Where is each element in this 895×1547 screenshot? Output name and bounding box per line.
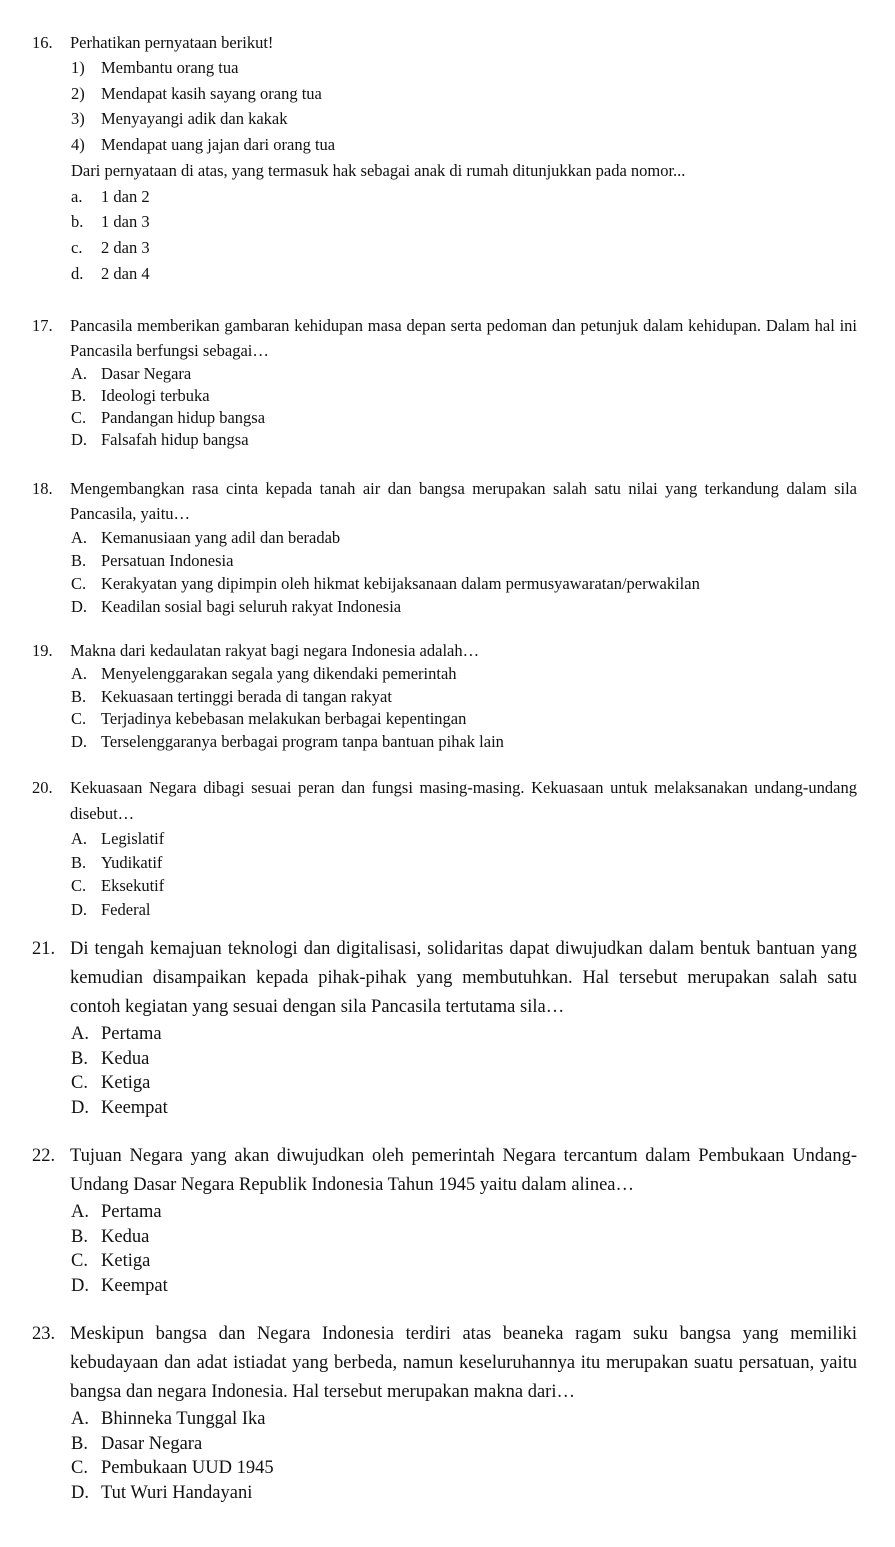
option-text: Pertama: [101, 1024, 162, 1044]
option-marker: a.: [71, 186, 83, 206]
question-stem: [0, 775, 895, 827]
option-marker: A.: [71, 364, 88, 383]
question-number: 21.: [32, 939, 56, 959]
answer-option-c: [0, 1249, 895, 1274]
question-text: Meskipun bangsa dan Negara Indonesia terdiri atas beaneka ragam suku bangsa yang memiliki kebudayaan dan adat istiadat yang berbeda, namun keseluruhannya itu merupakan suatu persatuan, yaitu bangsa dan negara Indonesia. Hal tersebut merupakan makna dari…: [70, 1324, 857, 1402]
option-marker: D.: [71, 1097, 89, 1118]
option-text: Pandangan hidup bangsa: [101, 408, 266, 427]
question-number: 17.: [32, 316, 53, 335]
option-text: Keempat: [101, 1097, 168, 1118]
option-marker: B.: [71, 1433, 88, 1454]
option-text: Terselenggaranya berbagai program tanpa bantuan pihak lain: [101, 731, 504, 751]
question-stem: [0, 1320, 895, 1407]
option-text: 2 dan 4: [101, 263, 150, 283]
option-marker: D.: [71, 899, 88, 919]
statement-marker: 2): [71, 83, 85, 103]
option-list: [0, 184, 895, 287]
option-marker: D.: [71, 731, 88, 751]
question-20: [0, 775, 895, 921]
option-text: Eksekutif: [101, 876, 165, 895]
option-marker: A.: [71, 1024, 89, 1044]
question-text: Perhatikan pernyataan berikut!: [70, 33, 274, 52]
option-list: [0, 1200, 895, 1298]
answer-option-d: [0, 429, 895, 451]
question-stem: [0, 30, 895, 55]
answer-option-d: [0, 1096, 895, 1121]
answer-option-a: [0, 663, 895, 686]
option-marker: B.: [71, 1048, 88, 1069]
option-marker: C.: [71, 876, 87, 895]
option-text: Ketiga: [101, 1251, 151, 1272]
option-text: Kekuasaan tertinggi berada di tangan rakyat: [101, 686, 392, 706]
question-text: Mengembangkan rasa cinta kepada tanah air dan bangsa merupakan salah satu nilai yang terkandung dalam sila Pancasila, yaitu…: [70, 479, 857, 523]
option-marker: A.: [71, 528, 88, 547]
answer-option-a: [0, 363, 895, 385]
option-marker: D.: [71, 597, 88, 616]
option-list: [0, 526, 895, 618]
question-number: 22.: [32, 1146, 56, 1166]
option-text: Keempat: [101, 1275, 168, 1296]
option-marker: B.: [71, 1226, 88, 1247]
statement-list: [0, 55, 895, 158]
option-text: Kedua: [101, 1048, 150, 1069]
question-16: [0, 30, 895, 286]
question-text: Pancasila memberikan gambaran kehidupan masa depan serta pedoman dan petunjuk dalam kehidupan. Dalam hal ini Pancasila berfungsi sebagai…: [70, 316, 857, 360]
option-marker: D.: [71, 430, 88, 449]
answer-option-c: [0, 1071, 895, 1096]
question-stem: [0, 935, 895, 1022]
option-text: Kedua: [101, 1226, 150, 1247]
statement-text: Mendapat uang jajan dari orang tua: [101, 135, 336, 155]
option-text: Dasar Negara: [101, 1433, 203, 1454]
question-stem: [0, 638, 895, 663]
option-text: Falsafah hidup bangsa: [101, 430, 249, 449]
option-marker: B.: [71, 386, 87, 405]
option-text: 1 dan 2: [101, 186, 150, 206]
statement-item: [0, 81, 895, 107]
option-marker: C.: [71, 574, 87, 593]
statement-item: [0, 55, 895, 81]
option-marker: B.: [71, 852, 87, 872]
option-text: Bhinneka Tunggal Ika: [101, 1409, 266, 1429]
question-number: 16.: [32, 33, 53, 52]
option-marker: A.: [71, 829, 88, 848]
option-text: Keadilan sosial bagi seluruh rakyat Indonesia: [101, 597, 402, 616]
question-22: [0, 1142, 895, 1298]
answer-option-a: [0, 526, 895, 549]
question-number: 23.: [32, 1324, 56, 1344]
question-17: [0, 313, 895, 451]
statement-marker: 3): [71, 109, 85, 129]
option-text: Tut Wuri Handayani: [101, 1482, 253, 1503]
statement-item: [0, 132, 895, 158]
option-marker: C.: [71, 408, 87, 427]
answer-option-a: [0, 1022, 895, 1047]
answer-option-d: [0, 1274, 895, 1299]
option-marker: D.: [71, 1275, 89, 1296]
answer-option-c: [0, 407, 895, 429]
answer-option-a: [0, 1407, 895, 1432]
option-marker: C.: [71, 709, 87, 728]
statement-text: Membantu orang tua: [101, 58, 239, 77]
question-text: Kekuasaan Negara dibagi sesuai peran dan fungsi masing-masing. Kekuasaan untuk melaksanakan undang-undang disebut…: [70, 778, 857, 823]
question-text: Makna dari kedaulatan rakyat bagi negara Indonesia adalah…: [70, 641, 480, 660]
answer-option-a: [0, 1200, 895, 1225]
option-text: 1 dan 3: [101, 212, 150, 232]
answer-option-b: [0, 385, 895, 407]
option-list: [0, 663, 895, 753]
answer-option-a: [0, 827, 895, 851]
option-text: Terjadinya kebebasan melakukan berbagai kepentingan: [101, 709, 467, 728]
option-text: 2 dan 3: [101, 237, 150, 257]
question-23: [0, 1320, 895, 1505]
option-marker: A.: [71, 664, 88, 683]
answer-option-b: [0, 1225, 895, 1250]
option-text: Pembukaan UUD 1945: [101, 1458, 274, 1479]
question-text: Tujuan Negara yang akan diwujudkan oleh pemerintah Negara tercantum dalam Pembukaan Undang-Undang Dasar Negara Republik Indonesia Tahun 1945 yaitu dalam alinea…: [70, 1146, 857, 1195]
option-marker: b.: [71, 212, 84, 232]
answer-option-d: [0, 898, 895, 922]
answer-option-d: [0, 261, 895, 287]
answer-option-c: [0, 874, 895, 898]
option-text: Persatuan Indonesia: [101, 551, 234, 570]
option-marker: d.: [71, 263, 84, 283]
question-number: 20.: [32, 778, 53, 797]
option-marker: D.: [71, 1482, 89, 1503]
option-text: Menyelenggarakan segala yang dikendaki pemerintah: [101, 664, 457, 683]
answer-option-d: [0, 595, 895, 618]
option-marker: c.: [71, 237, 83, 257]
answer-option-b: [0, 549, 895, 572]
option-list: [0, 1407, 895, 1505]
option-marker: B.: [71, 686, 87, 706]
answer-option-b: [0, 851, 895, 875]
option-marker: B.: [71, 551, 87, 570]
answer-option-d: [0, 731, 895, 754]
question-21: [0, 935, 895, 1120]
option-marker: C.: [71, 1251, 88, 1272]
question-19: [0, 638, 895, 753]
option-text: Legislatif: [101, 829, 165, 848]
option-marker: C.: [71, 1458, 88, 1479]
option-marker: A.: [71, 1202, 89, 1222]
option-text: Pertama: [101, 1202, 162, 1222]
answer-option-c: [0, 1456, 895, 1481]
statement-item: [0, 106, 895, 132]
option-text: Federal: [101, 899, 151, 919]
question-stem: [0, 476, 895, 526]
option-list: [0, 1022, 895, 1120]
question-number: 19.: [32, 641, 53, 660]
answer-option-c: [0, 235, 895, 261]
option-text: Kerakyatan yang dipimpin oleh hikmat kebijaksanaan dalam permusyawaratan/perwakilan: [101, 574, 700, 593]
answer-option-a: [0, 184, 895, 210]
answer-option-d: [0, 1481, 895, 1506]
option-list: [0, 827, 895, 921]
answer-option-b: [0, 209, 895, 235]
answer-option-b: [0, 686, 895, 709]
statement-text: Mendapat kasih sayang orang tua: [101, 83, 322, 103]
answer-option-c: [0, 708, 895, 731]
question-text: Di tengah kemajuan teknologi dan digitalisasi, solidaritas dapat diwujudkan dalam bentuk bantuan yang kemudian disampaikan kepada pihak-pihak yang membutuhkan. Hal tersebut merupakan salah satu contoh kegiatan yang sesuai dengan sila Pancasila tertutama sila…: [70, 939, 857, 1017]
option-text: Yudikatif: [101, 852, 163, 872]
option-text: Dasar Negara: [101, 364, 192, 383]
option-text: Ketiga: [101, 1073, 151, 1094]
option-text: Ideologi terbuka: [101, 386, 210, 405]
option-marker: A.: [71, 1409, 89, 1429]
question-stem: [0, 313, 895, 363]
question-number: 18.: [32, 479, 53, 498]
question-prompt: Dari pernyataan di atas, yang termasuk hak sebagai anak di rumah ditunjukkan pada nomor...: [71, 160, 686, 180]
question-18: [0, 476, 895, 618]
answer-option-b: [0, 1432, 895, 1457]
option-text: Kemanusiaan yang adil dan beradab: [101, 528, 341, 547]
answer-option-b: [0, 1047, 895, 1072]
statement-marker: 1): [71, 58, 85, 77]
question-stem: [0, 1142, 895, 1200]
option-marker: C.: [71, 1073, 88, 1094]
option-list: [0, 363, 895, 451]
statement-text: Menyayangi adik dan kakak: [101, 109, 288, 129]
statement-marker: 4): [71, 135, 85, 155]
answer-option-c: [0, 572, 895, 595]
